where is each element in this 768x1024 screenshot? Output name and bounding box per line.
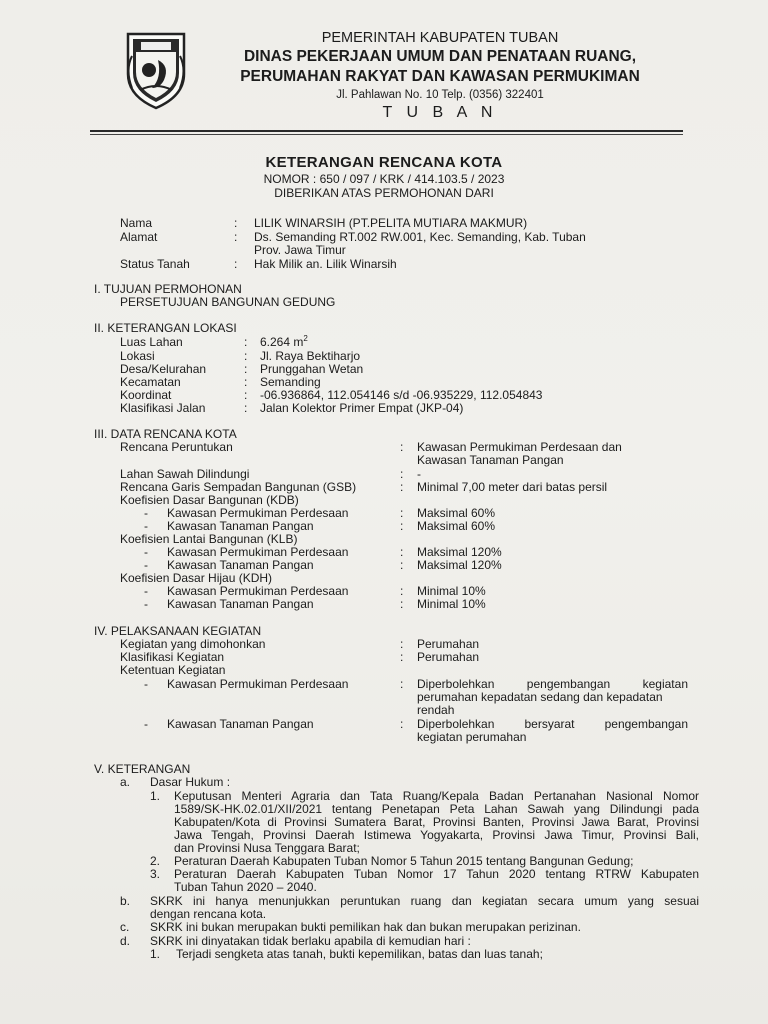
colon: : <box>244 349 248 363</box>
agency-name-line1: DINAS PEKERJAAN UMUM DAN PENATAAN RUANG, <box>243 48 637 65</box>
klasifikasi-kegiatan-label: Klasifikasi Kegiatan <box>120 650 225 664</box>
law-2: Peraturan Daerah Kabupaten Tuban Nomor 5 Tahun 2015 tentang Bangunan Gedung; <box>174 854 634 868</box>
ketentuan-a-label: Kawasan Permukiman Perdesaan <box>167 677 349 691</box>
dash: - <box>144 545 148 559</box>
law-1-line5: dan Provinsi Nusa Tenggara Barat; <box>174 841 360 855</box>
item-letter: b. <box>120 894 131 908</box>
colon: : <box>400 717 404 731</box>
klb-a-label: Kawasan Permukiman Perdesaan <box>167 545 349 559</box>
ketentuan-b-value-line1: Diperbolehkan bersyarat pengembangan <box>417 717 688 731</box>
kdh-a-label: Kawasan Permukiman Perdesaan <box>167 584 349 598</box>
ketentuan-a-value-line2: perumahan kepadatan sedang dan kepadatan <box>417 690 663 704</box>
ketentuan-b-label: Kawasan Tanaman Pangan <box>167 717 314 731</box>
kdb-a-value: Maksimal 60% <box>417 506 496 520</box>
section-5-heading: V. KETERANGAN <box>94 762 191 776</box>
colon: : <box>244 362 248 376</box>
colon: : <box>400 519 404 533</box>
klb-b-label: Kawasan Tanaman Pangan <box>167 558 314 572</box>
gsb-label: Rencana Garis Sempadan Bangunan (GSB) <box>120 480 357 494</box>
colon: : <box>234 216 238 230</box>
desa-label: Desa/Kelurahan <box>120 362 207 376</box>
klasifikasi-jalan-value: Jalan Kolektor Primer Empat (JKP-04) <box>260 401 464 415</box>
item-c: SKRK ini bukan merupakan bukti pemilikan hak dan bukan merupakan perizinan. <box>150 920 581 934</box>
koordinat-label: Koordinat <box>120 388 172 402</box>
item-number: 1. <box>150 789 161 803</box>
kdh-b-label: Kawasan Tanaman Pangan <box>167 597 314 611</box>
section-2-heading: II. KETERANGAN LOKASI <box>94 321 237 335</box>
header-divider <box>90 130 683 132</box>
kdh-label: Koefisien Dasar Hijau (KDH) <box>120 571 273 585</box>
item-letter: d. <box>120 934 131 948</box>
colon: : <box>244 335 248 349</box>
law-3-line1: Peraturan Daerah Kabupaten Tuban Nomor 17 Tahun 2020 tentang RTRW Kabupaten <box>174 867 699 881</box>
dimohon-label: Kegiatan yang dimohonkan <box>120 637 266 651</box>
ketentuan-a-value-line3: rendah <box>417 703 455 717</box>
kdb-label: Koefisien Dasar Bangunan (KDB) <box>120 493 299 507</box>
header-divider-thin <box>90 134 683 135</box>
gsb-value: Minimal 7,00 meter dari batas persil <box>417 480 608 494</box>
address-label: Alamat <box>120 230 158 244</box>
item-d-1: Terjadi sengketa atas tanah, bukti kepemilikan, batas dan luas tanah; <box>176 947 543 961</box>
law-1-line3: Kabupaten/Kota di Provinsi Sumatera Barat, Provinsi Banten, Provinsi Jawa Barat, Provinsi <box>174 815 699 829</box>
kdb-a-label: Kawasan Permukiman Perdesaan <box>167 506 349 520</box>
agency-name-line2: PERUMAHAN RAKYAT DAN KAWASAN PERMUKIMAN <box>240 68 640 85</box>
address-value-line2: Prov. Jawa Timur <box>254 243 346 257</box>
agency-address: Jl. Pahlawan No. 10 Telp. (0356) 322401 <box>336 89 544 101</box>
name-value: LILIK WINARSIH (PT.PELITA MUTIARA MAKMUR) <box>254 216 528 230</box>
colon: : <box>400 650 404 664</box>
colon: : <box>400 637 404 651</box>
klasifikasi-kegiatan-value: Perumahan <box>417 650 480 664</box>
dash: - <box>144 519 148 533</box>
klasifikasi-jalan-label: Klasifikasi Jalan <box>120 401 206 415</box>
dimohon-value: Perumahan <box>417 637 480 651</box>
klb-label: Koefisien Lantai Bangunan (KLB) <box>120 532 298 546</box>
kdb-b-value: Maksimal 60% <box>417 519 496 533</box>
sawah-value: - <box>417 467 421 481</box>
dash: - <box>144 597 148 611</box>
item-number: 3. <box>150 867 161 881</box>
agency-city: T U B A N <box>382 104 498 121</box>
dasar-hukum-label: Dasar Hukum : <box>150 775 231 789</box>
colon: : <box>400 584 404 598</box>
luas-value: 6.264 $m^2$ <box>260 334 308 349</box>
colon: : <box>244 388 248 402</box>
section-1-text: PERSETUJUAN BANGUNAN GEDUNG <box>120 295 336 309</box>
kecamatan-label: Kecamatan <box>120 375 181 389</box>
peruntukan-value-line2: Kawasan Tanaman Pangan <box>417 453 564 467</box>
colon: : <box>400 558 404 572</box>
sawah-label: Lahan Sawah Dilindungi <box>120 467 250 481</box>
lokasi-label: Lokasi <box>120 349 155 363</box>
colon: : <box>400 677 404 691</box>
kecamatan-value: Semanding <box>260 375 321 389</box>
dash: - <box>144 717 148 731</box>
law-1-line1: Keputusan Menteri Agraria dan Tata Ruang/Kepala Badan Pertanahan Nasional Nomor <box>174 789 699 803</box>
dash: - <box>144 584 148 598</box>
status-label: Status Tanah <box>120 257 190 271</box>
ketentuan-a-value-line1: Diperbolehkan pengembangan kegiatan <box>417 677 688 691</box>
luas-label: Luas Lahan <box>120 335 183 349</box>
kdh-a-value: Minimal 10% <box>417 584 486 598</box>
colon: : <box>244 375 248 389</box>
doc-title: KETERANGAN RENCANA KOTA <box>265 154 503 171</box>
colon: : <box>400 467 404 481</box>
item-b-line1: SKRK ini hanya menunjukkan peruntukan ruang dan kegiatan secara umum yang sesuai <box>150 894 699 908</box>
ketentuan-b-value-line2: kegiatan perumahan <box>417 730 527 744</box>
peruntukan-label: Rencana Peruntukan <box>120 440 233 454</box>
klb-b-value: Maksimal 120% <box>417 558 502 572</box>
item-b-line2: dengan rencana kota. <box>150 907 267 921</box>
colon: : <box>400 597 404 611</box>
klb-a-value: Maksimal 120% <box>417 545 502 559</box>
dash: - <box>144 558 148 572</box>
dash: - <box>144 677 148 691</box>
kdb-b-label: Kawasan Tanaman Pangan <box>167 519 314 533</box>
colon: : <box>400 480 404 494</box>
law-1-line4: Jawa Tengah, Provinsi Daerah Istimewa Yogyakarta, Provinsi Jawa Timur, Provinsi Bali, <box>174 828 699 842</box>
section-4-heading: IV. PELAKSANAAN KEGIATAN <box>94 624 262 638</box>
colon: : <box>400 545 404 559</box>
doc-given: DIBERIKAN ATAS PERMOHONAN DARI <box>274 186 494 200</box>
section-1-heading: I. TUJUAN PERMOHONAN <box>94 282 242 296</box>
item-number: 1. <box>150 947 161 961</box>
koordinat-value: -06.936864, 112.054146 s/d -06.935229, 112.054843 <box>260 388 543 402</box>
ketentuan-label: Ketentuan Kegiatan <box>120 663 226 677</box>
address-value-line1: Ds. Semanding RT.002 RW.001, Kec. Semanding, Kab. Tuban <box>254 230 586 244</box>
gov-name: PEMERINTAH KABUPATEN TUBAN <box>321 30 559 46</box>
doc-number: NOMOR : 650 / 097 / KRK / 414.103.5 / 2023 <box>263 172 505 186</box>
colon: : <box>400 440 404 454</box>
law-3-line2: Tuban Tahun 2020 – 2040. <box>174 880 317 894</box>
item-d: SKRK ini dinyatakan tidak berlaku apabila di kemudian hari : <box>150 934 471 948</box>
status-value: Hak Milik an. Lilik Winarsih <box>254 257 397 271</box>
regency-crest-icon <box>122 30 190 110</box>
colon: : <box>234 230 238 244</box>
kdh-b-value: Minimal 10% <box>417 597 486 611</box>
dash: - <box>144 506 148 520</box>
item-letter: c. <box>120 920 130 934</box>
colon: : <box>400 506 404 520</box>
item-letter: a. <box>120 775 131 789</box>
item-number: 2. <box>150 854 161 868</box>
colon: : <box>244 401 248 415</box>
peruntukan-value-line1: Kawasan Permukiman Perdesaan dan <box>417 440 622 454</box>
name-label: Nama <box>120 216 153 230</box>
lokasi-value: Jl. Raya Bektiharjo <box>260 349 361 363</box>
section-3-heading: III. DATA RENCANA KOTA <box>94 427 237 441</box>
colon: : <box>234 257 238 271</box>
law-1-line2: 1589/SK-HK.02.01/XII/2021 tentang Penetapan Peta Lahan Sawah yang Dilindungi pada <box>174 802 699 816</box>
desa-value: Prunggahan Wetan <box>260 362 364 376</box>
